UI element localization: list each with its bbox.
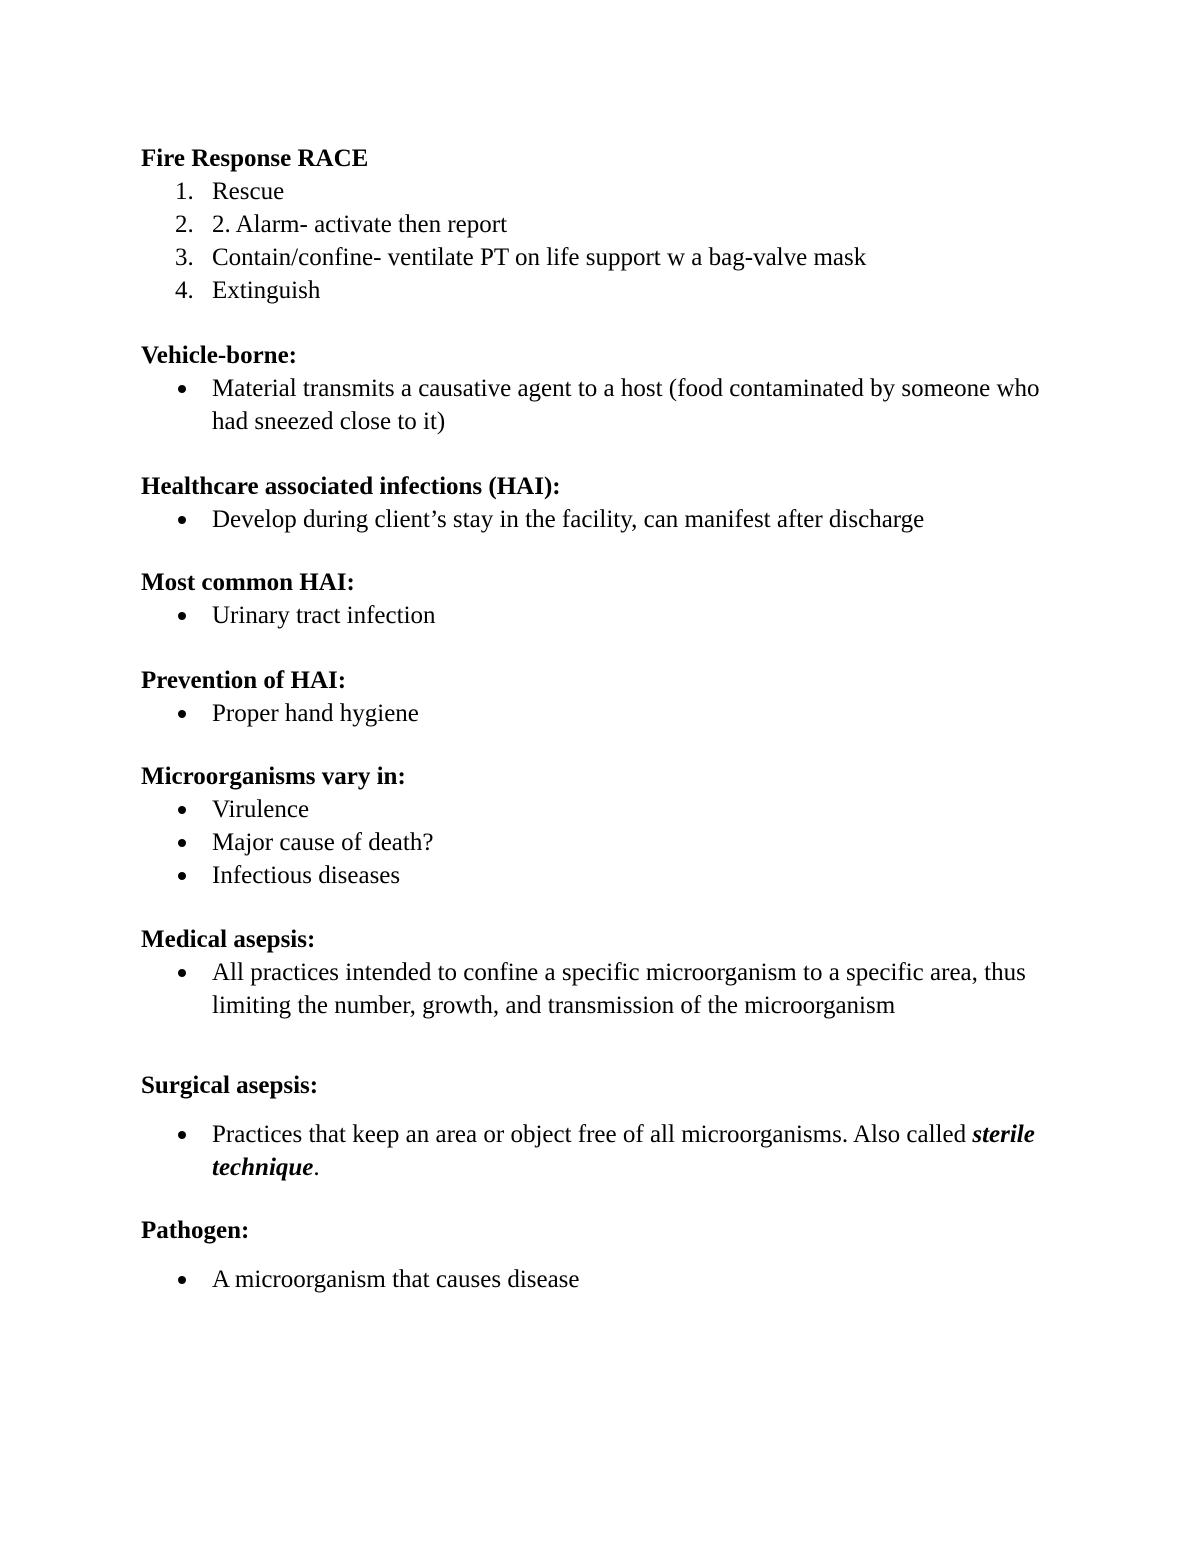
bullet-icon (178, 872, 186, 880)
list-item-text: Urinary tract infection (212, 602, 436, 629)
list-item (141, 697, 1061, 730)
list-item (141, 208, 1061, 241)
list-item-text: A microorganism that causes disease (212, 1266, 580, 1293)
list-item (141, 1118, 1061, 1184)
heading-hai: Healthcare associated infections (HAI): (141, 473, 561, 500)
medical-asepsis-list (141, 956, 1061, 1022)
list-item-text-suffix: . (313, 1154, 320, 1181)
bullet-icon (178, 516, 186, 524)
list-item-text: Develop during client’s stay in the facility, can manifest after discharge (212, 506, 925, 533)
bullet-icon (178, 839, 186, 847)
bullet-icon (178, 1276, 186, 1284)
list-item-text: Material transmits a causative agent to a host (food contaminated by someone who had sneezed close to it) (212, 375, 1040, 435)
most-common-hai-list (141, 599, 1061, 632)
heading-medical-asepsis: Medical asepsis: (141, 926, 316, 953)
list-item (141, 793, 1061, 826)
section-prevention-hai (141, 664, 1061, 730)
list-item (141, 372, 1061, 438)
list-number: 3. (175, 244, 194, 271)
hai-list (141, 503, 1061, 536)
surgical-asepsis-list (141, 1118, 1061, 1184)
list-item (141, 175, 1061, 208)
list-item-text: Major cause of death? (212, 829, 434, 856)
list-item-text: All practices intended to confine a specific microorganism to a specific area, thus limiting the number, growth, and transmission of the microorganism (212, 959, 1026, 1019)
section-most-common-hai (141, 566, 1061, 632)
list-item-text: Contain/confine- ventilate PT on life support w a bag-valve mask (212, 244, 867, 271)
list-number: 1. (175, 178, 194, 205)
section-surgical-asepsis (141, 1069, 1061, 1184)
document-page (141, 142, 1061, 1296)
pathogen-list (141, 1263, 1061, 1296)
list-item-text: Extinguish (212, 277, 321, 304)
bullet-icon (178, 969, 186, 977)
heading-fire-response: Fire Response RACE (141, 145, 369, 172)
heading-pathogen: Pathogen: (141, 1217, 250, 1244)
list-item (141, 599, 1061, 632)
list-item-text: Rescue (212, 178, 285, 205)
list-item (141, 826, 1061, 859)
list-item (141, 503, 1061, 536)
section-hai (141, 470, 1061, 536)
section-fire-response (141, 142, 1061, 307)
bullet-icon (178, 806, 186, 814)
bullet-icon (178, 612, 186, 620)
microorganisms-list (141, 793, 1061, 892)
list-number: 4. (175, 277, 194, 304)
bullet-icon (178, 710, 186, 718)
section-vehicle-borne (141, 339, 1061, 438)
list-item-text-prefix: Practices that keep an area or object free of all microorganisms. Also called (212, 1121, 973, 1148)
list-item-text: 2. Alarm- activate then report (212, 211, 508, 238)
list-item-text: Virulence (212, 796, 310, 823)
heading-most-common-hai: Most common HAI: (141, 569, 355, 596)
section-microorganisms (141, 760, 1061, 892)
list-item (141, 956, 1061, 1022)
list-item (141, 859, 1061, 892)
list-item-text: Proper hand hygiene (212, 700, 419, 727)
fire-response-list (141, 175, 1061, 307)
list-item (141, 241, 1061, 274)
vehicle-borne-list (141, 372, 1061, 438)
section-pathogen (141, 1214, 1061, 1296)
heading-surgical-asepsis: Surgical asepsis: (141, 1072, 319, 1099)
bullet-icon (178, 1131, 186, 1139)
heading-prevention-hai: Prevention of HAI: (141, 667, 347, 694)
heading-microorganisms: Microorganisms vary in: (141, 763, 406, 790)
list-item-text (212, 1121, 1035, 1181)
list-item (141, 274, 1061, 307)
emphasized-term: sterile technique (212, 1121, 1035, 1181)
list-item (141, 1263, 1061, 1296)
list-item-text: Infectious diseases (212, 862, 401, 889)
bullet-icon (178, 385, 186, 393)
section-medical-asepsis (141, 923, 1061, 1022)
heading-vehicle-borne: Vehicle-borne: (141, 342, 297, 369)
list-number: 2. (175, 211, 194, 238)
prevention-hai-list (141, 697, 1061, 730)
